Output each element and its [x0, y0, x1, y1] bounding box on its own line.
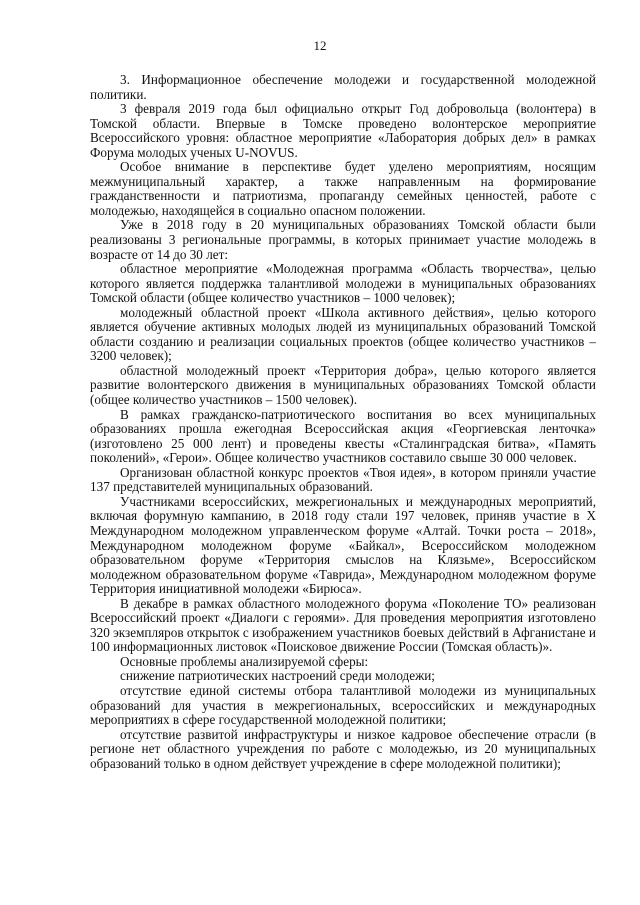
paragraph-section-heading: 3. Информационное обеспечение молодежи и государственной молодежной политики.: [90, 72, 596, 102]
list-item: молодежный областной проект «Школа активного действия», целью которого является обучение активных молодых людей из муниципальных образований Томской области созданию и реализации социальных проектов (общее количество участников – 3200 человек);: [90, 304, 596, 364]
paragraph: Особое внимание в перспективе будет уделено мероприятиям, носящим межмуниципальный характер, а также направленным на формирование гражданственности и патриотизма, пропаганду семейных ценностей, работе с молодежью, находящейся в социально опасном положении.: [90, 159, 596, 218]
list-item: отсутствие развитой инфраструктуры и низкое кадровое обеспечение отрасли (в регионе нет областного учреждения по работе с молодежью, из 20 муниципальных образований только в одном действует учреждение в сфере молодежной политики);: [90, 726, 596, 771]
paragraph: В рамках гражданско-патриотического воспитания во всех муниципальных образованиях прошла ежегодная Всероссийская акция «Георгиевская ленточка» (изготовлено 25 000 лент) и проведены квесты «Сталинградская битва», «Память поколений», «Герои». Общее количество участников составило свыше 30 000 человек.: [90, 406, 596, 466]
list-item: отсутствие единой системы отбора талантливой молодежи из муниципальных образований для участия в межрегиональных, всероссийских и международных мероприятиях в сфере государственной молодежной политики;: [90, 682, 596, 728]
paragraph: Участниками всероссийских, межрегиональных и международных мероприятий, включая форумную кампанию, в 2018 году стали 197 человек, приняв участие в X Международном молодежном управленческом форуме «Алтай. Точки роста – 2018», Международном молодежном форуме «Байкал», Всероссийском молодежном образовательном форуме «Территория смыслов на Клязьме», Всероссийском молодежном образовательном форуме «Таврида», Международном молодежном форуме Территория инициативной молодежи «Бирюса».: [90, 493, 596, 597]
paragraph: Основные проблемы анализируемой сферы:: [120, 653, 369, 669]
list-item: областное мероприятие «Молодежная программа «Область творчества», целью которого является поддержка талантливой молодежи в муниципальных образованиях Томской области (общее количество участников – 1000 человек);: [90, 261, 596, 306]
paragraph: В декабре в рамках областного молодежного форума «Поколение ТО» реализован Всероссийский проект «Диалоги с героями». Для проведения мероприятия изготовлено 320 экземпляров открыток с изображением участников боевых действий в Афганистане и 100 информационных листовок «Поисковое движение России (Томская область)».: [90, 595, 596, 655]
paragraph: Уже в 2018 году в 20 муниципальных образованиях Томской области были реализованы 3 региональные программы, в которых принимает участие молодежь в возрасте от 14 до 30 лет:: [90, 217, 596, 262]
paragraph: 3 февраля 2019 года был официально открыт Год добровольца (волонтера) в Томской области. Впервые в Томске проведено волонтерское мероприятие Всероссийского уровня: областное мероприятие «Лаборатория добрых дел» в рамках Форума молодых ученых U-NOVUS.: [90, 101, 596, 160]
document-body: [90, 73, 596, 771]
list-item: снижение патриотических настроений среди молодежи;: [120, 668, 435, 684]
paragraph: Организован областной конкурс проектов «Твоя идея», в котором приняли участие 137 представителей муниципальных образований.: [90, 464, 596, 495]
page-number: 12: [313, 38, 327, 53]
list-item: областной молодежный проект «Территория добра», целью которого является развитие волонтерского движения в муниципальных образованиях Томской области (общее количество участников – 1500 человек).: [90, 362, 596, 408]
